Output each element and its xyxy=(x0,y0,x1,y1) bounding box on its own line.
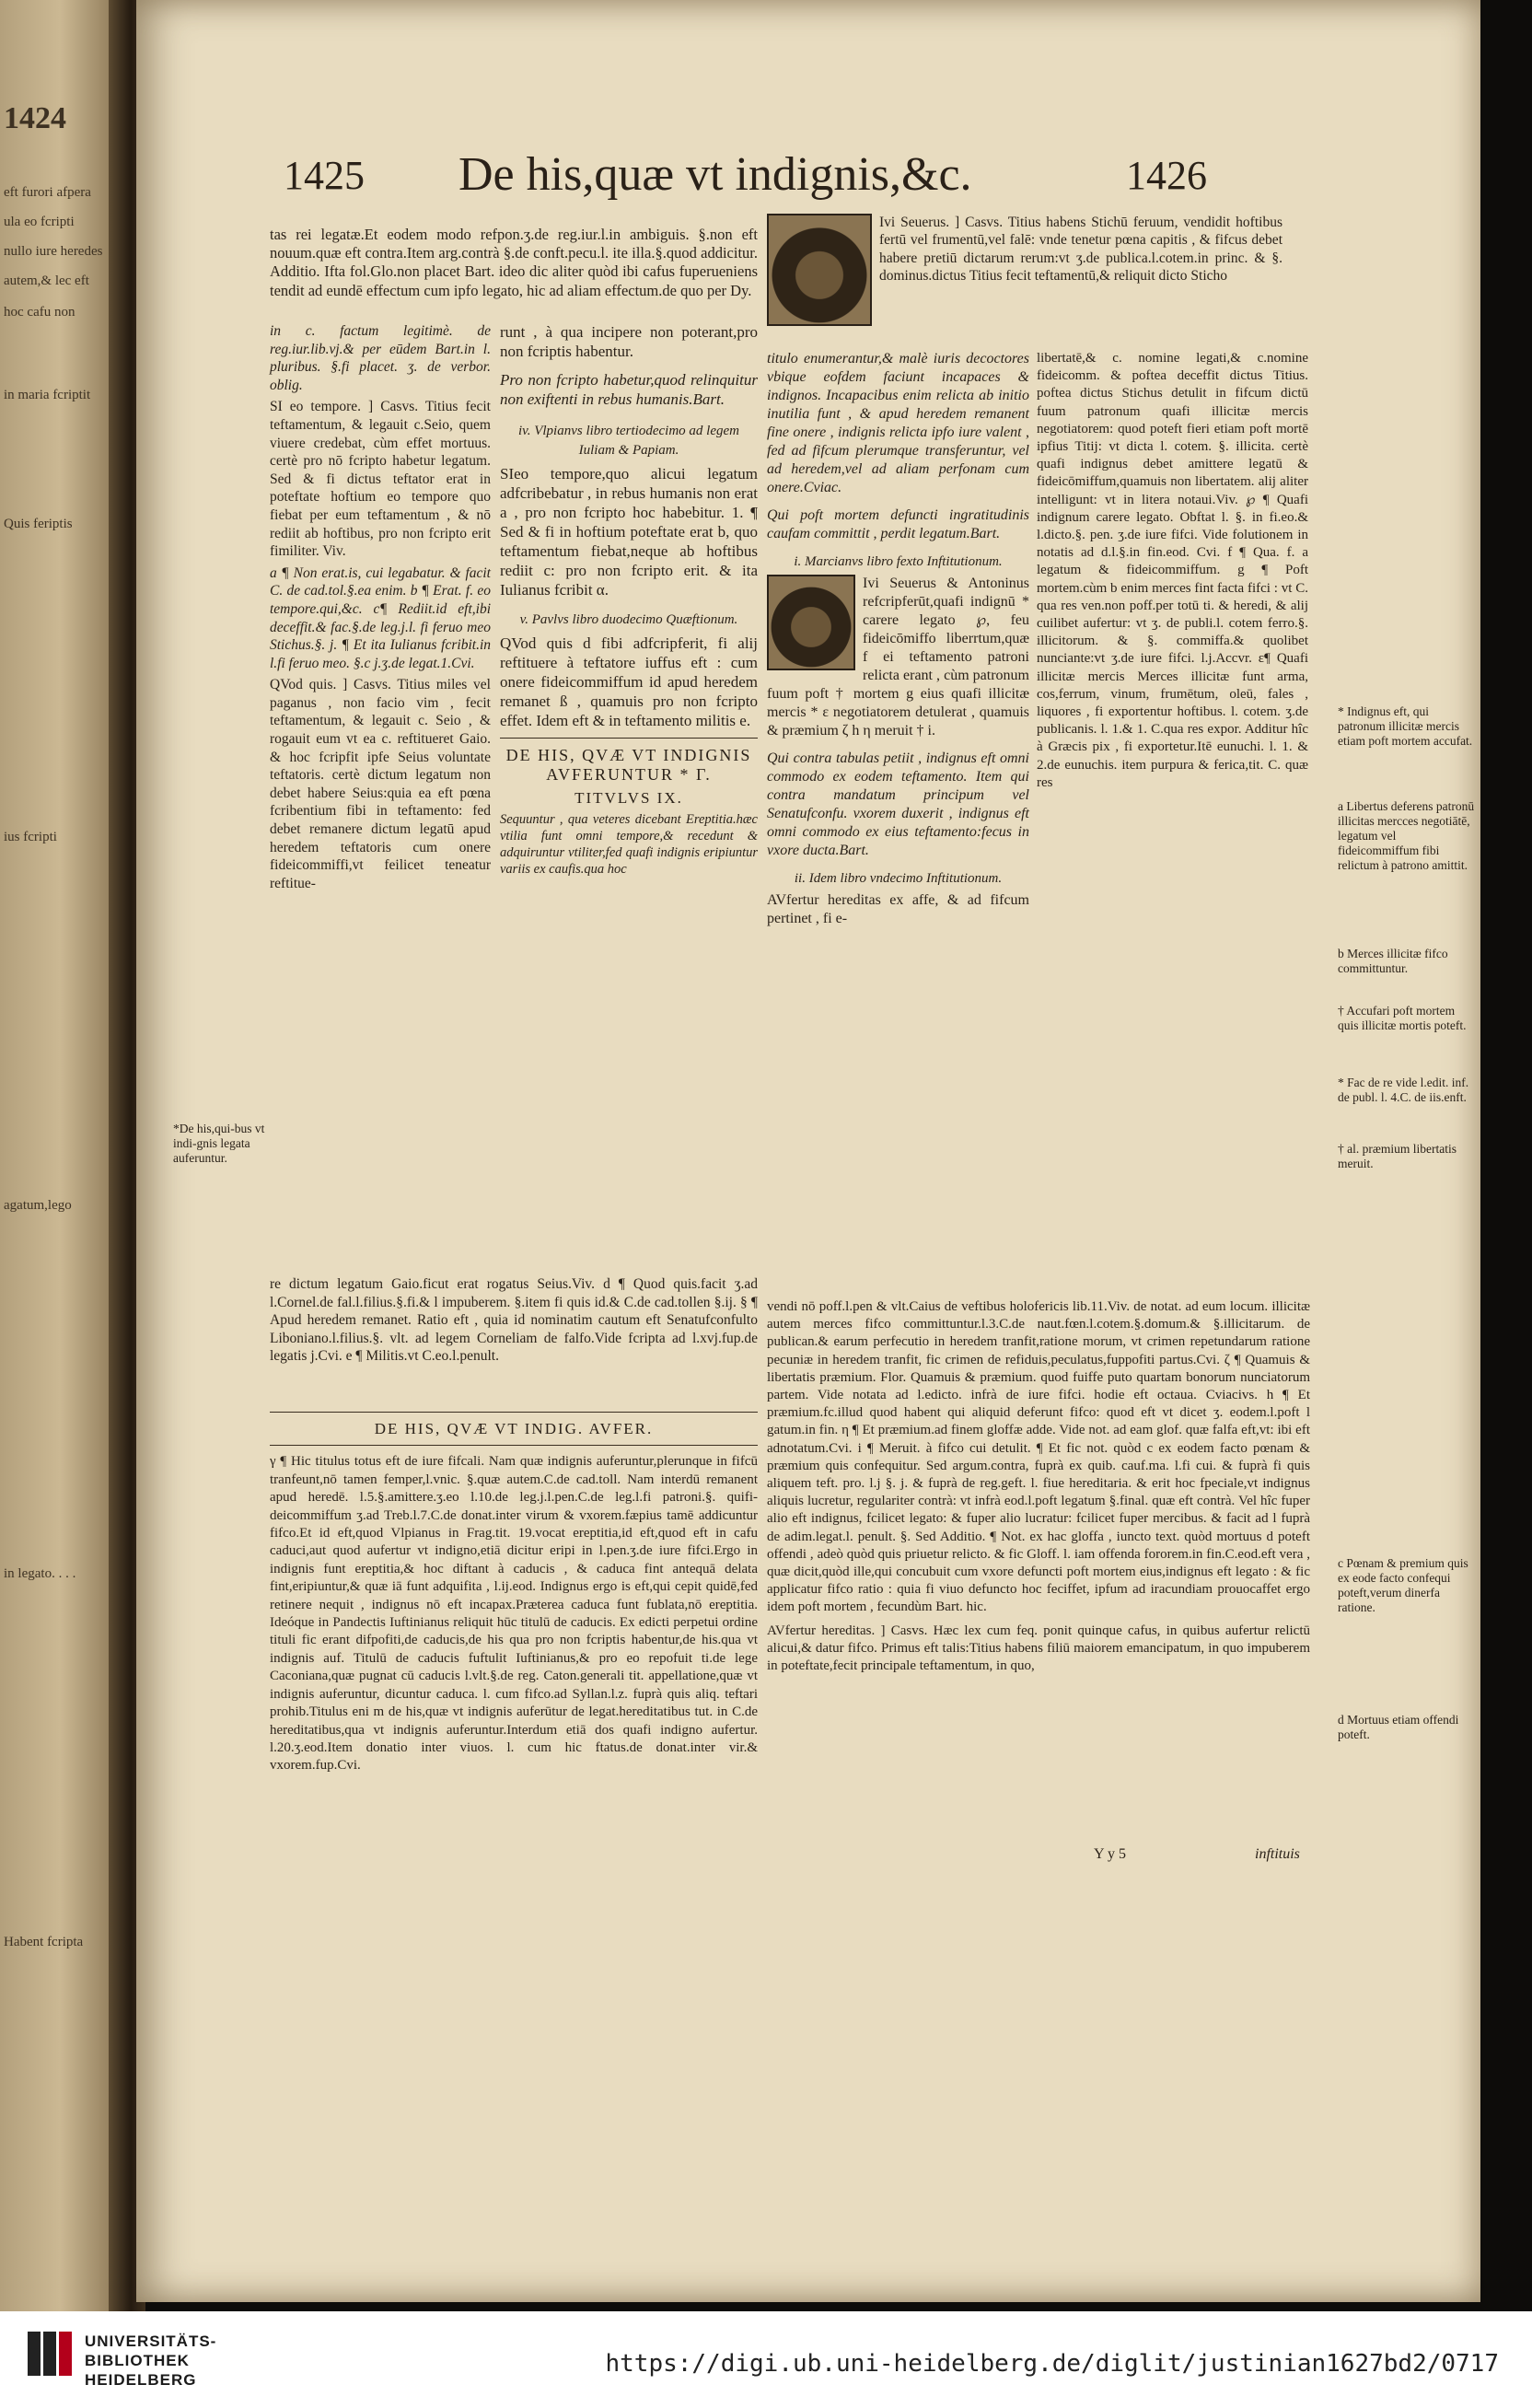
lex-text: AVfertur hereditas ex affe, & ad fifcum pertinet , fi e- xyxy=(767,892,1029,926)
lex-heading: iv. Vlpianvs libro tertiodecimo ad legem Iuliam & Papiam. xyxy=(518,424,739,458)
left-fragment: Habent fcripta xyxy=(4,1935,84,1949)
column-1-bottom xyxy=(270,1275,758,1369)
divider xyxy=(270,1412,758,1413)
left-fragment: ius fcripti xyxy=(4,830,57,844)
title-number: TITVLVS IX. xyxy=(574,789,683,807)
left-fragment: autem,& lec eft xyxy=(4,273,89,288)
margin-note: *De his,qui-bus vt indi-gnis legata auferuntur. xyxy=(173,1122,265,1165)
gloss-paragraph: QVod quis. ] Casvs. Titius miles vel paganus , non facio vim , fecit teftamentum, & legauit c. Seio , & rogauit eum vt ea c. reftitueret Gaio. & hoc fcripfit ipfe Seius voluntate teftatoris. certè dictum legatum non debet habere Seius:quia ea eft pœna fcribentium fibi in teftamento: fed debet remanere dictum legatū apud heredem teftatoris cum onere fideicommiffi,vt feilicet teneatur reftitue- xyxy=(270,677,491,891)
gloss-paragraph: libertatē,& c. nomine legati,& c.nomine fideicomm. & poftea deceffit dictus Titius. poftea dictus Stichus detulit in fifcum dictū fuum patronum quafi illicitæ mercis negotiatorem: quod poteft fieri etiam poft mortē ipfius Titij: vt dicta l. cotem. §. illicita. certè quafi indignus debet amittere legatū & fideicōmiffum,quamuis non libertatem. alij aliter intelligunt: vt in litera notaui.Viv. ℘ ¶ Quafi indignum carere legato. Obftat l. §. in fi.eo.& l.dicto.§. pen. ʒ.de iure fifci. Vide folutionem in notatis ad d.l.§.in fin.eod. Cvi. f ¶ Qua. f. a legatum & fideicommiffum. g ¶ Poft mortem.cùm b enim merces fint facta fifci : vt C. qua res ven.non poff.per totū ti. & heredi, & alij cuilibet aufertur: vt ʒ. de publi.l. cotem ferro.§. illicitorum. & §. commiffa.& quolibet nunciante:vt ʒ.de iure fifci. l.j.Accvr. ε¶ Quafi illicitæ mercis Merces illicitæ funt arma, cos,ferrum, vinum, frumētum, oleū, fales , liquores , fi exportentur hoftibus. l. cotem. ʒ.de publicanis. l. 1.& 1. C.qua res expor. Additur hîc à Græcis pix , fi exportetur.Itē eunuchi. l. 1. & 2.de eunuchis. item purpura & ferica,tit. C. quæ res xyxy=(1037,351,1308,790)
left-fragment: in maria fcriptit xyxy=(4,388,91,402)
left-fragment: agatum,lego xyxy=(4,1198,72,1213)
page-number-right: 1426 xyxy=(1126,153,1207,198)
title-heading: DE HIS, QVÆ VT INDIGNIS AVFERUNTUR * Γ. xyxy=(505,746,752,784)
column-3-4-bottom xyxy=(767,1298,1310,1679)
university-library-logo-icon xyxy=(24,2326,75,2381)
column-3-top xyxy=(767,214,1282,330)
margin-note: a Libertus deferens patronū illicitas mercces negotiātē, legatum vel fideicommiffum fibi relictum à patrono amittit. xyxy=(1338,799,1475,872)
library-footer xyxy=(0,2311,1532,2408)
lex-heading: ii. Idem libro vndecimo Inftitutionum. xyxy=(794,871,1003,886)
left-fragment: ula eo fcripti xyxy=(4,215,75,229)
institution-name xyxy=(85,2332,216,2390)
gloss-paragraph: a ¶ Non erat.is, cui legabatur. & facit C. de cad.tol.§.ea enim. b ¶ Erat. f. eo tempore.qui,&c. c¶ Rediit.id eft,ibi deceffit.& fac.§.de leg.j.l. fi feruo meo Stichus.§. j. ¶ Et ita Iulianus fcribit.in l.fi feruo meo. §.c j.ʒ.de legat.1.Cvi. xyxy=(270,564,491,671)
decorated-initial-d xyxy=(767,214,872,326)
summary-paragraph: Qui poft mortem defuncti ingratitudinis caufam committit , perdit legatum.Bart. xyxy=(767,507,1029,541)
column-1-top xyxy=(270,226,758,304)
left-fragment: Quis feriptis xyxy=(4,517,73,531)
gloss-paragraph: AVfertur hereditas. ] Casvs. Hæc lex cum feq. ponit quinque cafus, in quibus aufertur relictū alicui,& datur fifco. Primus eft talis:Titius habens filiū maiorem emancipatum, in quo impuberem in poteftate,fecit principale teftamentum, in quo, xyxy=(767,1623,1310,1674)
column-2 xyxy=(500,322,758,881)
margin-note: † Accufari poft mortem quis illicitæ mortis poteft. xyxy=(1338,1004,1467,1032)
margin-note: d Mortuus etiam offendi poteft. xyxy=(1338,1713,1459,1741)
left-fragment: hoc cafu non xyxy=(4,305,75,320)
gloss-paragraph: tas rei legatæ.Et eodem modo refpon.ʒ.de reg.iur.l.in ambiguis. §.non eft nouum.quæ eft contra.Item arg.contrà §.de conft.pecu.l. ite illa.§.quod addicitur. Additio. Ifta fol.Glo.non placet Bart. ideo dic aliter quòd ibi cafus fuperueniens tendit ad eundē effectum cum ipfo legato, hic ad aliam effectum.de quo per Dy. xyxy=(270,226,758,299)
institution-line: HEIDELBERG xyxy=(85,2371,197,2389)
summary-paragraph: titulo enumerantur,& malè iuris decoctores vbique eofdem faciunt incapaces & indignos. Incapacibus enim relicta ab initio inutilia funt , & apud heredem remanent fine onere , indignis relicta ipfo iure valent , fed ad fifcum plerumque transferuntur, vel ad heredem,vel ad aliam perfonam cum onere.Cviac. xyxy=(767,351,1029,495)
signature-mark: Y y 5 xyxy=(1094,1846,1126,1862)
summary-paragraph: Sequuntur , qua veteres dicebant Ereptitia.hæc vtilia funt omni tempore,& recedunt & adquiruntur vtiliter,fed quafi indignis eripiuntur variis ex caufis.qua hoc xyxy=(500,812,758,877)
institution-line: BIBLIOTHEK xyxy=(85,2352,190,2369)
margin-note: c Pœnam & premium quis ex eode facto confequi poteft,verum dinerfa ratione. xyxy=(1338,1556,1468,1614)
lex-text: QVod quis d fibi adfcripferit, fi alij reftituere à teftatore iuffus eft : cum onere fideicommiffum id apud heredem remanet ß , quamuis pro non fcripto effet. Idem eft & in teftamento militis e. xyxy=(500,634,758,729)
decorated-initial-d xyxy=(767,575,855,670)
margin-note: b Merces illicitæ fifco committuntur. xyxy=(1338,947,1448,975)
summary-paragraph: Qui contra tabulas petiit , indignus eft omni commodo ex eodem teftamento. Item qui contra mandatum principum vel Senatufconfu. vxorem duxerit , indignus eft omni commodo ex eius teftamento:fecus in vxore ducta.Bart. xyxy=(767,750,1029,858)
margin-note: † al. præmium libertatis meruit. xyxy=(1338,1142,1457,1170)
gloss-paragraph: in c. factum legitimè. de reg.iur.lib.vj.& per eūdem Bart.in l. pluribus. §.fi placet. ʒ. de verbor. oblig. xyxy=(270,323,491,393)
running-title: De his,quæ vt indignis,&c. xyxy=(458,148,972,201)
left-fragment: nullo iure heredes xyxy=(4,244,103,259)
left-fragment: eft furori afpera xyxy=(4,185,91,200)
gloss-paragraph: SI eo tempore. ] Casvs. Titius fecit teftamentum, & legauit c.Seio, quem viuere credebat, cùm effet mortuus. certè pro nō fcripto habetur legatum. Sed & fi dictus teftator erat in poteftate hoftium eo tempore quo fiebat per eum teftamentum , & nō rediit ab hoftibus, pro non fcripto erit fimiliter. Viv. xyxy=(270,399,491,560)
left-page-number: 1424 xyxy=(4,101,66,135)
lex-text: SIeo tempore,quo alicui legatum adfcribebatur , in rebus humanis non erat a , pro non fcripto hoc habebitur. 1. ¶ Sed & fi in hoftium poteftate erat b, quo teftamentum fiebat,neque ab hoftibus rediit c: pro non fcripto erit. & ita Iulianus fcribit α. xyxy=(500,465,758,599)
gloss-paragraph: re dictum legatum Gaio.ficut erat rogatus Seius.Viv. d ¶ Quod quis.facit ʒ.ad l.Cornel.de fal.l.filius.§.fi.& l impuberem. §.item fi quis id.& C.de cad.tollen §.ij. § ¶ Apud heredem remanet. Ratio eft , quia id nominatim cautum eft Senatufconfulto Liboniano.l.filius.§. vlt. ad legem Corneliam de falfo.Vide fcripta ad l.xvj.fup.de legatis j.Cvi. e ¶ Militis.vt C.eo.l.penult. xyxy=(270,1276,758,1365)
institution-line: UNIVERSITÄTS- xyxy=(85,2332,217,2350)
summary-paragraph: Pro non fcripto habetur,quod relinquitur non exiftenti in rebus humanis.Bart. xyxy=(500,371,758,408)
margin-note: * Indignus eft, qui patronum illicitæ mercis etiam poft mortem accufat. xyxy=(1338,704,1473,748)
lex-heading: i. Marcianvs libro fexto Inftitutionum. xyxy=(794,554,1003,569)
left-fragment: in legato. . . . xyxy=(4,1566,76,1581)
gloss-paragraph: γ ¶ Hic titulus totus eft de iure fifcali. Nam quæ indignis auferuntur,plerunque in fifcū tranfeunt,nō tamen femper,l.vnic. §.quæ autem.C.de cad.toll. Nam interdū remanent apud heredē. l.5.§.amittere.ʒ.eo l.10.de leg.j.l.pen.C.de leg.l.fi patroni.§. quifi- deicommiffum ʒ.ad Treb.l.7.C.de donat.inter virum & vxorem.fæpius tamē addicuntur fifco.Et id eft,quod Vlpianus in Frag.tit. 19.vocat ereptitia,id eft,quod eft in cafu caduci,aut quod aufertur vt indigno,etiā dicitur eripi in l.pen.ʒ.de iure fifci.Ergo in indignis funt ereptitia,& hoc diftant à caducis , & caduca fint antequā delata fint,eripiuntur,& quæ iā funt adquifita , l.ij.eod. Indignus ergo is eft,qui cepit quidē,fed retinere nequit , indignus nō eft incapax.Præterea caduca funt fublata,nō ereptitia. Ideóque in Pandectis Iuftinianus reliquit hūc titulū de caducis. Ex edicti perpetui ordine tituli fic erant difpofiti,de caducis,de his qua pro non fcriptis habentur,de his.qua vt indignis auf. Titulū de caducis fuftulit Iuftinianus,& pro eo repofuit ti.de lege Caconiana,quæ pugnat cū caducis l.vlt.§.de reg. Caton.generali tit. appellatione,quæ vt indignis auferuntur, dicuntur caduca. l. cum fifco.ad Syllan.l.z. fuprà quis aliq. teftari prohib.Titulus eni m de his,quæ vt indignis auferūtur de legat.hereditatibus tut. in C.de hereditatibus,qua vt indignis auferuntur.Interdum etiā dos quafi indigno aufertur. l.20.ʒ.eod.Item donatio inter viuos. l. cum hic ftatus.de donat.inter vir.& vxorem.fup.Cvi. xyxy=(270,1454,758,1774)
right-page xyxy=(136,0,1480,2302)
left-page-edge xyxy=(0,0,120,2311)
column-1 xyxy=(270,322,491,896)
permalink-url[interactable]: https://digi.ub.uni-heidelberg.de/diglit/justinian1627bd2/0717 xyxy=(605,2350,1499,2378)
gloss-paragraph: Ivi Seuerus. ] Casvs. Titius habens Stichū feruum, vendidit hoftibus fertū vel frumentū,vel falē: vnde tenetur pœna capitis , & fifcus debet habere pretiū dictarum rerum:vt ʒ.de publica.l.cotem.in princ. & §. dominus.dictus Titius fecit teftamentū,& reliquit dicto Sticho xyxy=(879,215,1282,285)
lex-heading: v. Pavlvs libro duodecimo Quæftionum. xyxy=(519,612,738,627)
column-4 xyxy=(1037,350,1308,796)
divider xyxy=(270,1445,758,1446)
gloss-heading: DE HIS, QVÆ VT INDIG. AVFER. xyxy=(374,1420,654,1437)
column-1-gloss xyxy=(270,1404,758,1779)
catchword: inftituis xyxy=(1255,1846,1300,1862)
text-paragraph: runt , à qua incipere non poterant,pro non fcriptis habentur. xyxy=(500,323,758,360)
lex-text: Ivi Seuerus & Antoninus refcripferūt,quafi indignū * carere legato ℘, feu fideicōmiffo liberrtum,quæ f ei teftamento patroni relicta erant , cùm patronum fuum poft † mortem g eius quafi illicitæ mercis * ε negotiatorem detulerat , quamuis & præmium ζ h η meruit † i. xyxy=(767,576,1029,739)
column-3 xyxy=(767,350,1029,932)
divider xyxy=(500,738,758,739)
margin-note: * Fac de re vide l.edit. inf. de publ. l. 4.C. de iis.enft. xyxy=(1338,1076,1469,1104)
gloss-paragraph: vendi nō poff.l.pen & vlt.Caius de veftibus holofericis lib.11.Viv. de notat. ad eum locum. illicitæ autem merces fifco committuntur.l.3.C.de naut.fœn.l.cotem.§.domum.& §.illicitarum. de publican.& earum perfecutio in heredem tranfit,ratione morum, vt crimen repetundarum ratione pecuniæ in heredem tranfit, fic crimen de refiduis,peculatus,fuppofiti partus.Cvi. ζ ¶ Quamuis & libertatis præmium. Flor. Quamuis & præmium. quod fuiffe puto quartam bonorum nunciatorum partem. Vide notata ad l.edicto. infrà de iure fifci. hodie eft octaua. Cviacivs. h ¶ Et præmium.fc.illud quod habent qui aliquid deferunt fifco: quod eft vt dicet ʒ. eodem.l.poft l gatum.in fin. η ¶ Et præmium.ad finem gloffæ adde. Vide not. ad eam glof. quæ falfa eft,vt: ibi eft adnotatum.Cvi. i ¶ Meruit. à fifco cui detulit. ¶ Et fic not. quòd c ex eodem facto pœnam & præmium quis confequitur. Sed argum.contra, fuprà ex quib. cauf.ma. l.fi cui. & fuprà fi quis aliquem teft. pro. l.j §. j. & fuprà de reg.geft. l. fiue hereditaria. & erit hoc fpeciale,vt indignus aliquis lucretur, regulariter contrà: vt infrà eod.l.poft legatum §.final. quæ eft contrà. Vel hîc fuper alio eft indignus, fcilicet legato: & fuper alio lucratur: fcilicet fuper mercibus. & facit ad l fuprà de adim.legat.l. penult. §. Sed Additio. ¶ Not. ex hac gloffa , iuncto text. quòd mortuus d poteft offendi , adeò quòd quis priuetur relicto. & fic Gloff. l. iam offenda fororem.in fin.C.eod.eft vera , quæ dicit,quòd ille,qui concubuit cum vxore defuncti poft mortem eius,indignus eft legato : & fic applicatur fifco ratio : quia fi viuo defuncto hoc feciffet, ipfum ad iracundiam prouocaffet ergo idem poft mortem , fecundùm Bart. hic. xyxy=(767,1299,1310,1615)
page-number-left: 1425 xyxy=(284,153,365,198)
